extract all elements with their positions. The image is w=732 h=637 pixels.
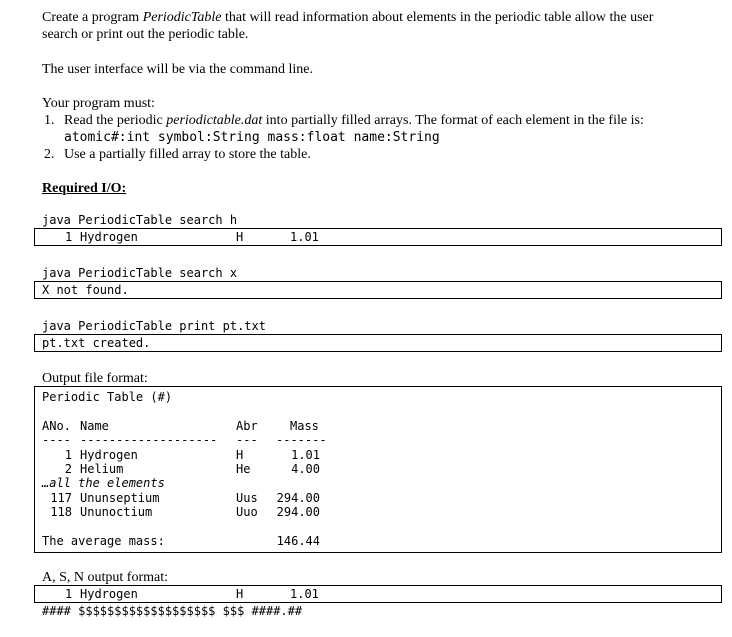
row-mass: 1.01 bbox=[291, 448, 320, 462]
row-mass: 294.00 bbox=[276, 491, 320, 505]
output-box-search-h bbox=[34, 228, 722, 246]
row-symbol: Uuo bbox=[236, 505, 258, 519]
asn-element-mass: 1.01 bbox=[290, 587, 319, 601]
requirements-heading: Your program must: bbox=[42, 96, 155, 111]
intro-text-cont: that will read information about elements in the periodic table allow the user bbox=[221, 10, 654, 25]
intro-line-2: search or print out the periodic table. bbox=[42, 27, 249, 42]
asn-output-box bbox=[34, 585, 722, 603]
output-file-label: Output file format: bbox=[42, 371, 148, 386]
output-element-name: Hydrogen bbox=[80, 230, 138, 244]
ui-description: The user interface will be via the command line. bbox=[42, 62, 313, 77]
row-mass: 294.00 bbox=[276, 505, 320, 519]
row-atomic-number: 1 bbox=[64, 448, 72, 462]
command-search-x: java PeriodicTable search x bbox=[42, 266, 238, 280]
class-name: PeriodicTable bbox=[142, 10, 222, 25]
header-name: Name bbox=[80, 419, 109, 433]
requirement-2: Use a partially filled array to store the table. bbox=[64, 147, 311, 162]
average-mass-label: The average mass: bbox=[42, 534, 165, 548]
row-name: Ununoctium bbox=[80, 505, 153, 519]
dash-atomic-number: ---- bbox=[42, 433, 71, 447]
row-mass: 4.00 bbox=[291, 462, 320, 476]
row-atomic-number: 2 bbox=[64, 462, 72, 476]
output-box-search-x bbox=[34, 281, 722, 299]
output-element-symbol: H bbox=[236, 230, 244, 244]
row-symbol: H bbox=[236, 448, 244, 462]
row-atomic-number: 117 bbox=[50, 491, 72, 505]
output-file-box bbox=[34, 386, 722, 553]
intro-paragraph bbox=[42, 9, 722, 26]
header-abbreviation: Abr bbox=[236, 419, 258, 433]
asn-atomic-number: 1 bbox=[65, 587, 73, 601]
command-search-h: java PeriodicTable search h bbox=[42, 213, 238, 227]
dash-mass: ------- bbox=[276, 433, 327, 447]
requirement-1-text: Read the periodic bbox=[64, 113, 167, 128]
dash-abbreviation: --- bbox=[236, 433, 258, 447]
asn-element-symbol: H bbox=[236, 587, 244, 601]
table-title: Periodic Table (#) bbox=[42, 390, 173, 404]
header-mass: Mass bbox=[290, 419, 319, 433]
average-mass-value: 146.44 bbox=[276, 534, 320, 548]
requirement-2-number: 2. bbox=[44, 147, 55, 162]
record-format: atomic#:int symbol:String mass:float name:String bbox=[64, 130, 440, 145]
row-symbol: Uus bbox=[236, 491, 258, 505]
row-name: Helium bbox=[80, 462, 124, 476]
data-filename: periodictable.dat bbox=[166, 113, 263, 128]
header-atomic-number: ANo. bbox=[42, 419, 71, 433]
command-print: java PeriodicTable print pt.txt bbox=[42, 319, 266, 333]
output-file-created: pt.txt created. bbox=[42, 336, 151, 350]
requirement-1-number: 1. bbox=[44, 113, 55, 128]
output-not-found: X not found. bbox=[42, 283, 129, 297]
intro-text: Create a program bbox=[42, 10, 143, 25]
output-element-mass: 1.01 bbox=[290, 230, 319, 244]
dash-name: ------------------- bbox=[80, 433, 218, 447]
row-symbol: He bbox=[236, 462, 251, 476]
row-name: Ununseptium bbox=[80, 491, 160, 505]
io-heading: Required I/O: bbox=[42, 181, 127, 196]
row-atomic-number: 118 bbox=[50, 505, 72, 519]
row-name: Hydrogen bbox=[80, 448, 138, 462]
asn-element-name: Hydrogen bbox=[80, 587, 138, 601]
output-atomic-number: 1 bbox=[65, 230, 73, 244]
output-box-print bbox=[34, 334, 722, 352]
requirement-1 bbox=[64, 112, 724, 129]
asn-label: A, S, N output format: bbox=[42, 570, 168, 585]
asn-format-mask: #### $$$$$$$$$$$$$$$$$$$ $$$ ####.## bbox=[42, 604, 303, 618]
ellipsis-note: …all the elements bbox=[42, 476, 165, 490]
requirement-1-text-cont: into partially filled arrays. The format of each element in the file is: bbox=[262, 113, 644, 128]
